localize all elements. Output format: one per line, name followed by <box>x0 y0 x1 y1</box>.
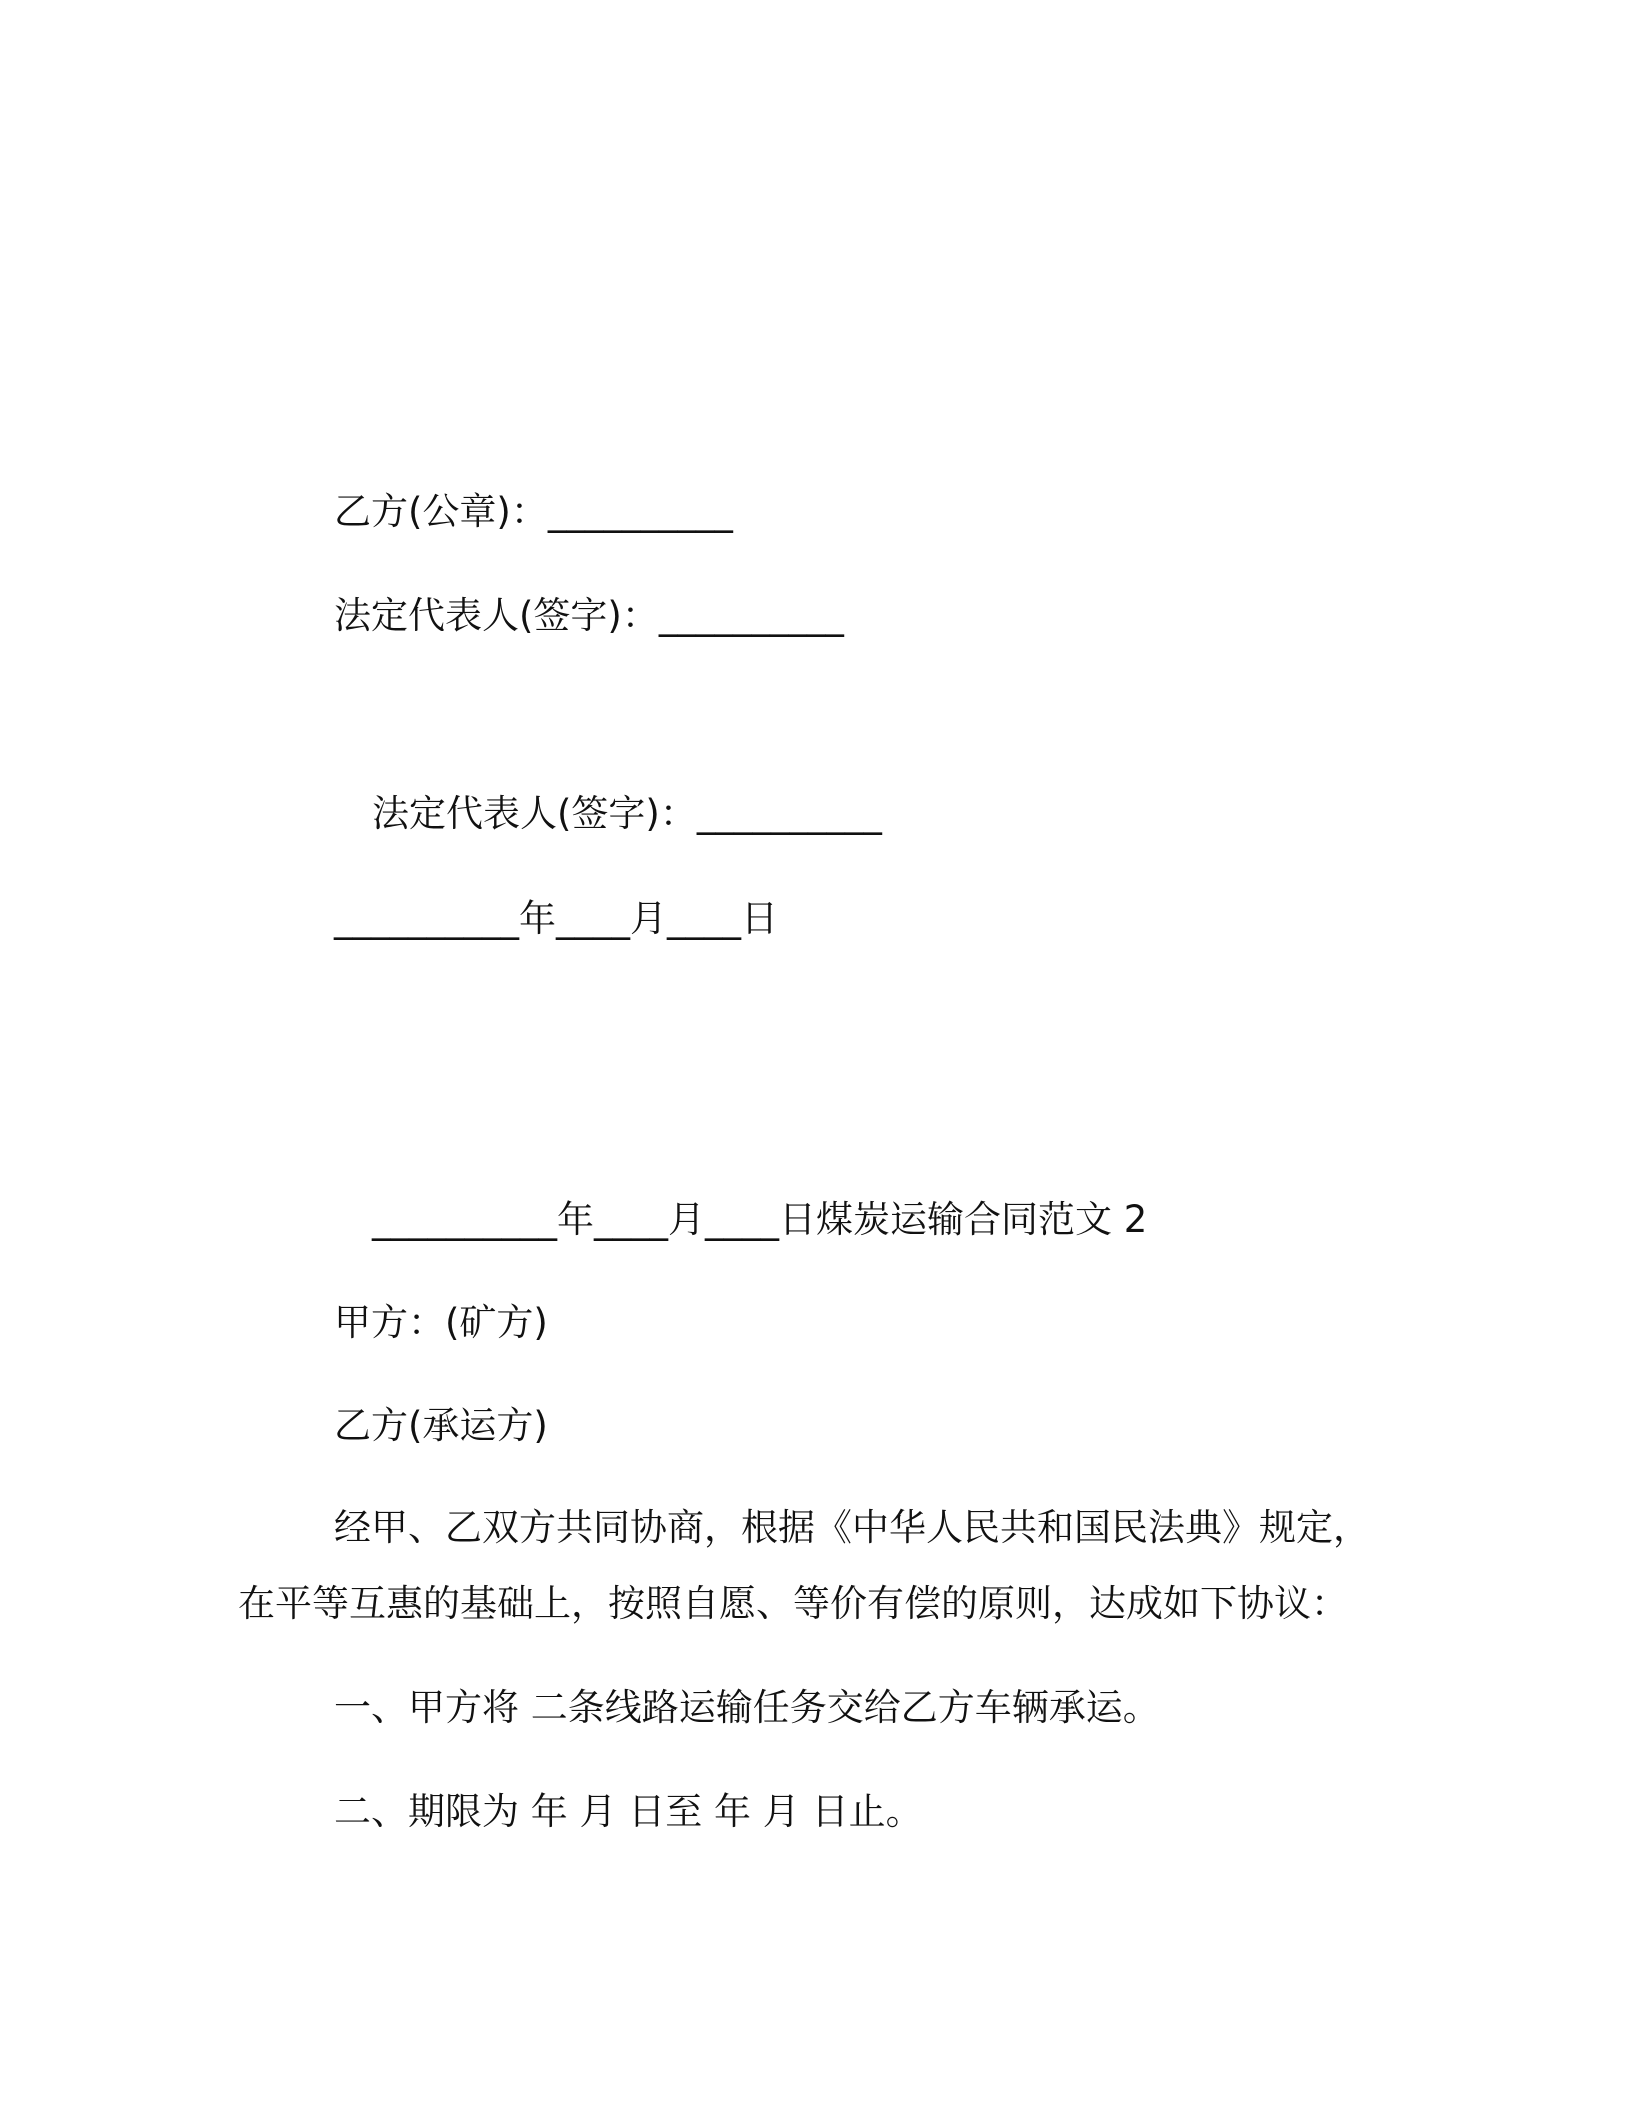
legal-representative-signature-line-2: 法定代表人(签字)：__________ <box>372 792 882 835</box>
party-a-line: 甲方：(矿方) <box>334 1301 548 1344</box>
contract-title-line: __________年____月____日煤炭运输合同范文 2 <box>372 1198 1148 1241</box>
date-line: __________年____月____日 <box>334 897 778 940</box>
party-b-line: 乙方(承运方) <box>334 1404 548 1447</box>
legal-representative-signature-line: 法定代表人(签字)：__________ <box>334 594 844 637</box>
party-b-seal-line: 乙方(公章)：__________ <box>334 490 733 533</box>
clause-one: 一、甲方将 二条线路运输任务交给乙方车辆承运。 <box>334 1686 1160 1729</box>
agreement-intro-line-1: 经甲、乙双方共同协商，根据《中华人民共和国民法典》规定， <box>334 1506 1370 1549</box>
agreement-intro-line-2: 在平等互惠的基础上，按照自愿、等价有偿的原则，达成如下协议： <box>238 1582 1348 1625</box>
clause-two: 二、期限为 年 月 日至 年 月 日止。 <box>334 1790 923 1833</box>
